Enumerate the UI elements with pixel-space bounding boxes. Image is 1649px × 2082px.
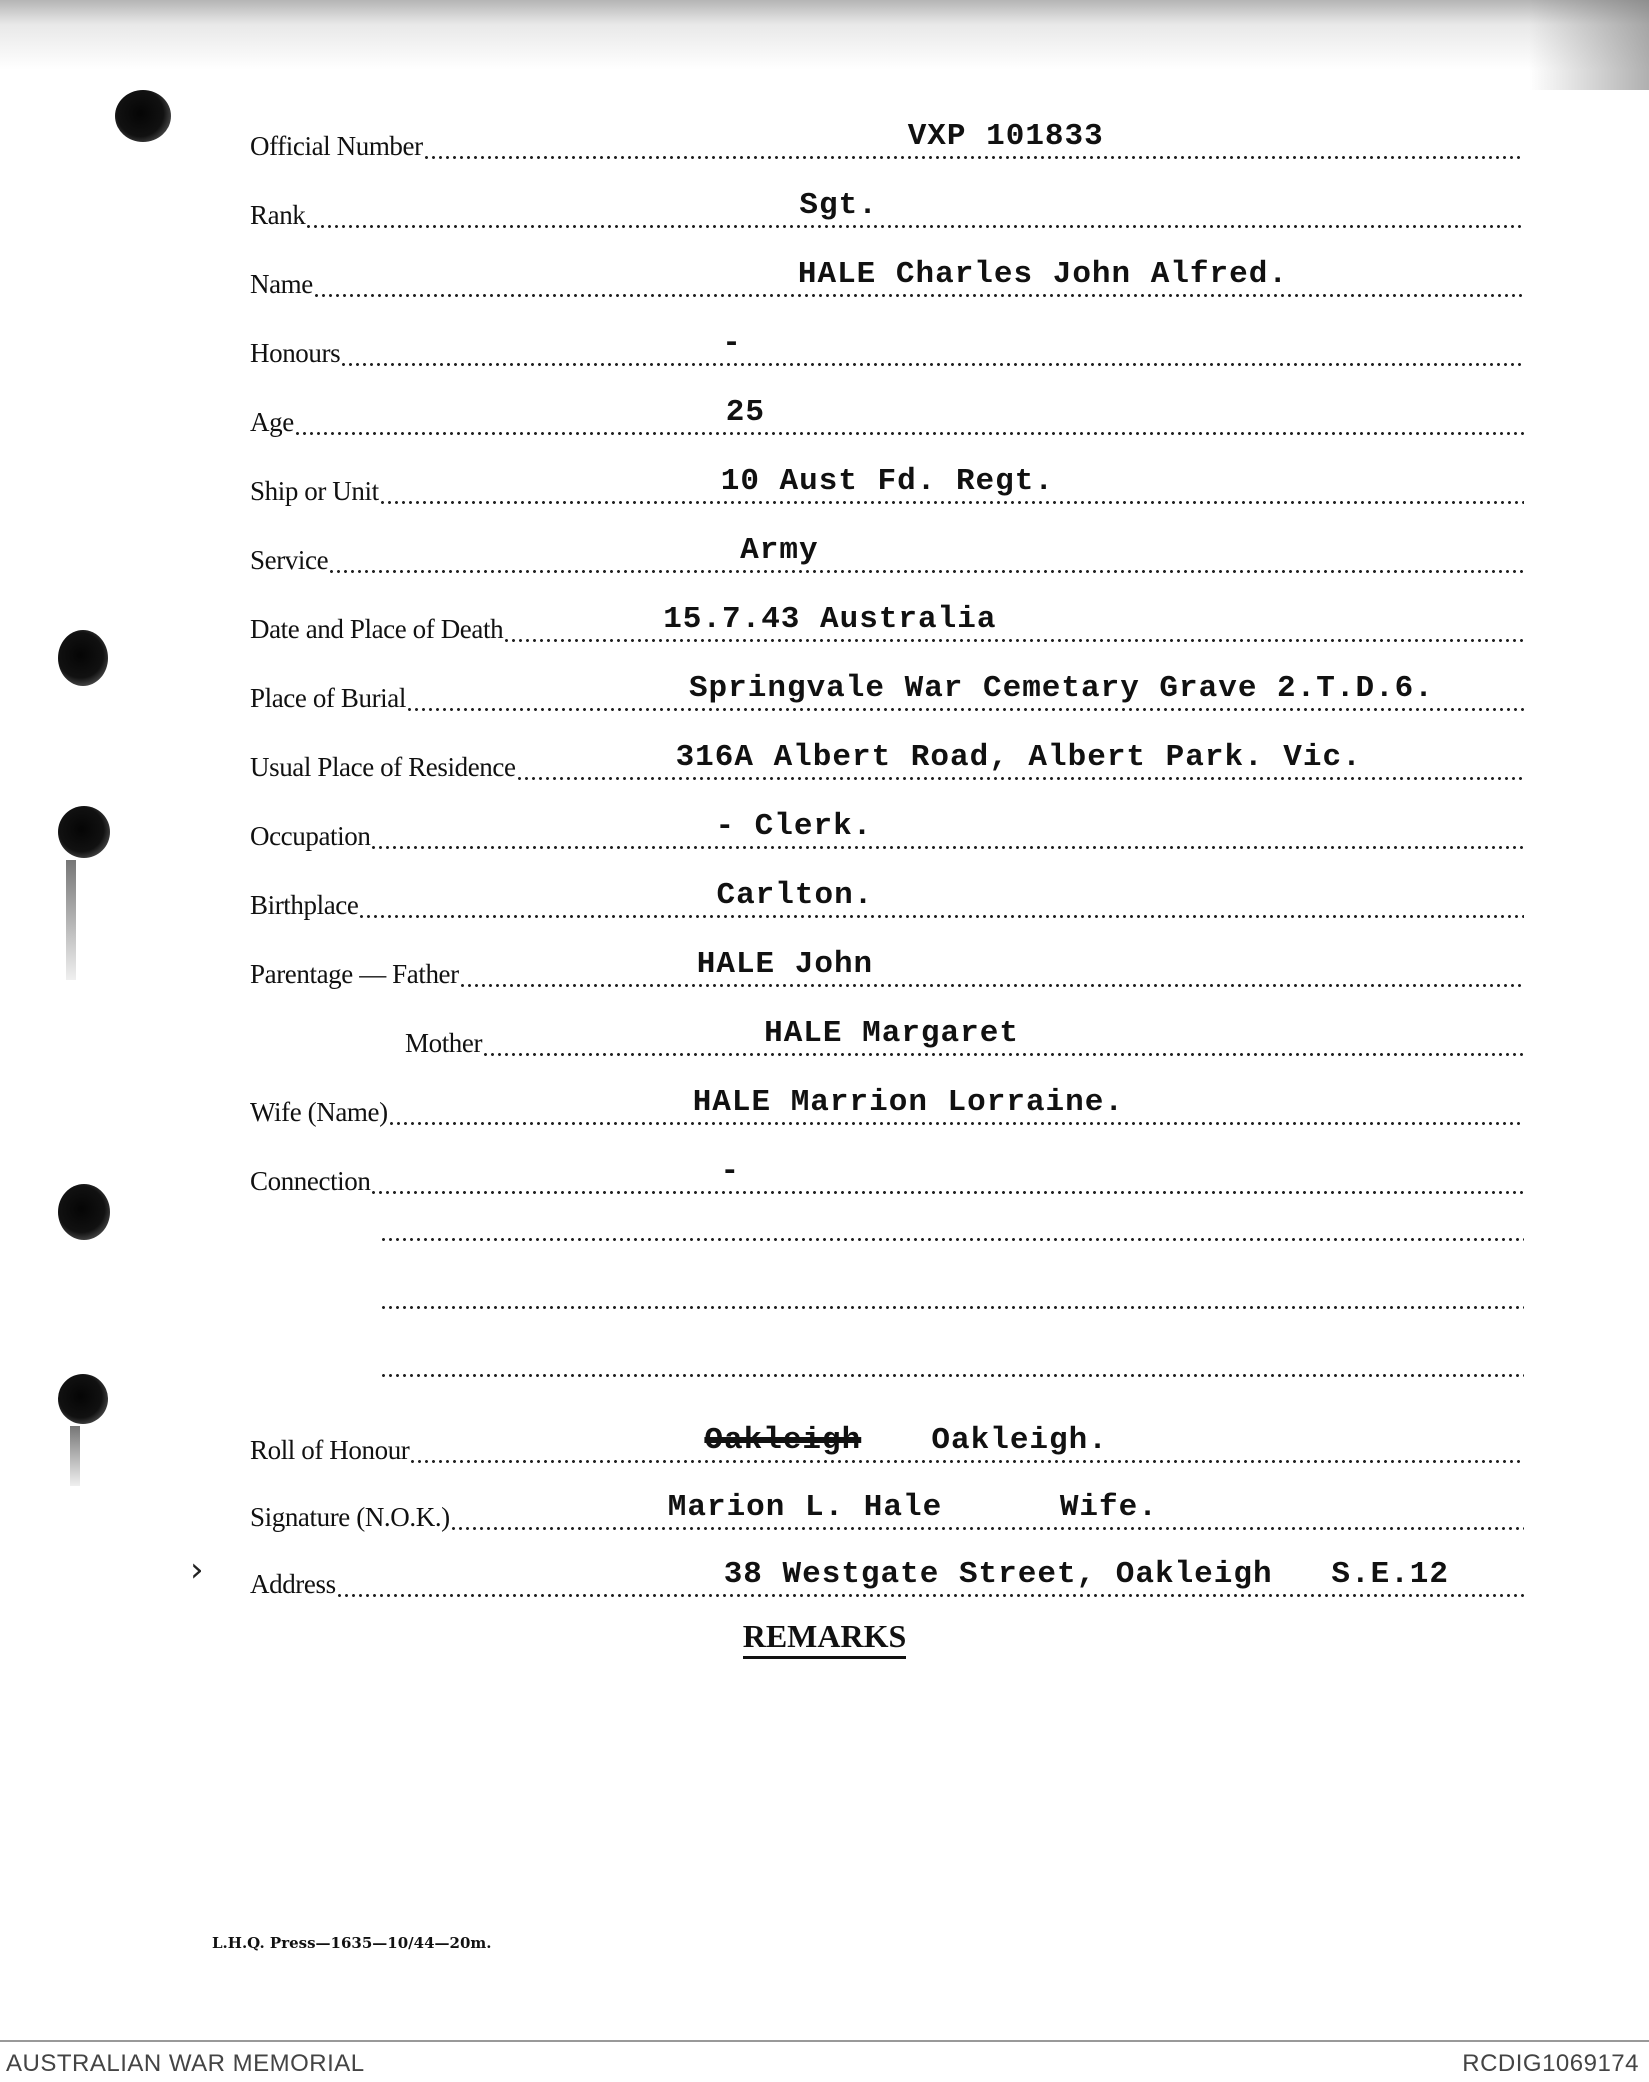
field-label: Roll of Honour <box>250 1435 410 1465</box>
archive-reference: RCDIG1069174 <box>1462 2050 1639 2077</box>
field-value: - <box>720 1154 741 1189</box>
scan-smear-1 <box>66 860 76 980</box>
field-label: Place of Burial <box>250 683 406 713</box>
field-label: Signature (N.O.K.) <box>250 1502 450 1532</box>
remarks-heading <box>0 1618 1649 1655</box>
punch-hole-1 <box>115 90 171 142</box>
field-label: Mother <box>405 1028 483 1058</box>
field-value: Army <box>740 533 819 568</box>
dotted-line <box>516 740 1524 781</box>
field-address <box>250 1558 1524 1602</box>
scan-corner-shading <box>1529 0 1649 90</box>
dotted-line <box>423 119 1524 160</box>
field-ship-or-unit <box>250 465 1524 509</box>
dotted-line <box>336 1557 1524 1598</box>
field-name <box>250 258 1524 302</box>
footer-divider <box>0 2040 1649 2042</box>
field-value: 316A Albert Road, Albert Park. Vic. <box>675 740 1362 775</box>
field-label: Occupation <box>250 821 371 851</box>
dotted-line <box>450 1490 1524 1531</box>
blank-line-3 <box>380 1373 1524 1379</box>
field-rank <box>250 189 1524 233</box>
dotted-line <box>294 395 1524 436</box>
field-service <box>250 534 1524 578</box>
dotted-line <box>370 809 1524 850</box>
field-label: Address <box>250 1569 336 1599</box>
scan-smear-2 <box>70 1426 80 1486</box>
field-honours <box>250 327 1524 371</box>
field-value: HALE Marrion Lorraine. <box>692 1085 1124 1120</box>
dotted-line <box>406 671 1524 712</box>
field-usual-residence <box>250 741 1524 785</box>
field-label: Honours <box>250 338 341 368</box>
field-label: Parentage — Father <box>250 959 459 989</box>
field-value: - <box>722 326 742 361</box>
field-label: Birthplace <box>250 890 359 920</box>
field-connection <box>250 1155 1524 1199</box>
field-value: 25 <box>725 395 766 430</box>
field-signature <box>250 1491 1524 1535</box>
field-value: HALE Margaret <box>764 1016 1019 1051</box>
field-value: 10 Aust Fd. Regt. <box>720 464 1054 499</box>
field-value: Sgt. <box>799 188 878 223</box>
field-value: 15.7.43 Australia <box>663 602 997 637</box>
dotted-line <box>305 188 1524 229</box>
dotted-line <box>358 878 1524 919</box>
field-value: - Clerk. <box>715 809 873 844</box>
struck-out-value: Oakleigh <box>704 1423 862 1458</box>
dotted-line <box>388 1085 1524 1126</box>
field-label: Ship or Unit <box>250 476 379 506</box>
dotted-line <box>370 1154 1524 1195</box>
pencil-tick-mark: › <box>190 1550 204 1590</box>
field-age <box>250 396 1524 440</box>
dotted-line <box>482 1016 1524 1057</box>
field-value: 38 Westgate Street, Oakleigh S.E.12 <box>723 1557 1450 1592</box>
field-wife <box>250 1086 1524 1130</box>
field-value: Marion L. Hale Wife. <box>667 1490 1158 1525</box>
field-label: Name <box>250 269 313 299</box>
field-place-of-burial <box>250 672 1524 716</box>
field-label: Wife (Name) <box>250 1097 388 1127</box>
punch-hole-3 <box>58 806 110 858</box>
field-label: Rank <box>250 200 306 230</box>
archive-name: AUSTRALIAN WAR MEMORIAL <box>6 2050 365 2077</box>
field-date-place-death <box>250 603 1524 647</box>
dotted-line <box>503 602 1524 643</box>
dotted-line <box>459 947 1524 988</box>
punch-hole-4 <box>58 1184 110 1240</box>
scan-top-shading <box>0 0 1649 70</box>
printer-imprint: L.H.Q. Press—1635—10/44—20m. <box>212 1934 492 1952</box>
field-label: Usual Place of Residence <box>250 752 516 782</box>
punch-hole-5 <box>58 1374 108 1424</box>
field-label: Service <box>250 545 329 575</box>
field-birthplace <box>250 879 1524 923</box>
blank-line-1 <box>380 1237 1524 1243</box>
field-value: HALE John <box>696 947 874 982</box>
field-occupation <box>250 810 1524 854</box>
field-roll-of-honour <box>250 1424 1524 1468</box>
field-label: Date and Place of Death <box>250 614 504 644</box>
field-mother <box>250 1017 1524 1061</box>
dotted-line <box>409 1423 1524 1464</box>
remarks-heading-text: REMARKS <box>743 1618 907 1659</box>
dotted-line <box>328 533 1524 574</box>
field-label: Official Number <box>250 131 423 161</box>
field-label: Age <box>250 407 294 437</box>
dotted-line <box>313 257 1524 298</box>
dotted-line <box>379 464 1524 505</box>
field-value: Springvale War Cemetary Grave 2.T.D.6. <box>688 671 1434 706</box>
field-value: HALE Charles John Alfred. <box>797 257 1288 292</box>
punch-hole-2 <box>58 630 108 686</box>
blank-line-2 <box>380 1305 1524 1311</box>
field-label: Connection <box>250 1166 371 1196</box>
field-value: Carlton. <box>716 878 874 913</box>
field-value: VXP 101833 <box>907 119 1104 154</box>
field-value: Oakleigh. <box>931 1423 1108 1458</box>
field-father <box>250 948 1524 992</box>
field-official-number <box>250 120 1524 164</box>
dotted-line <box>340 326 1524 367</box>
